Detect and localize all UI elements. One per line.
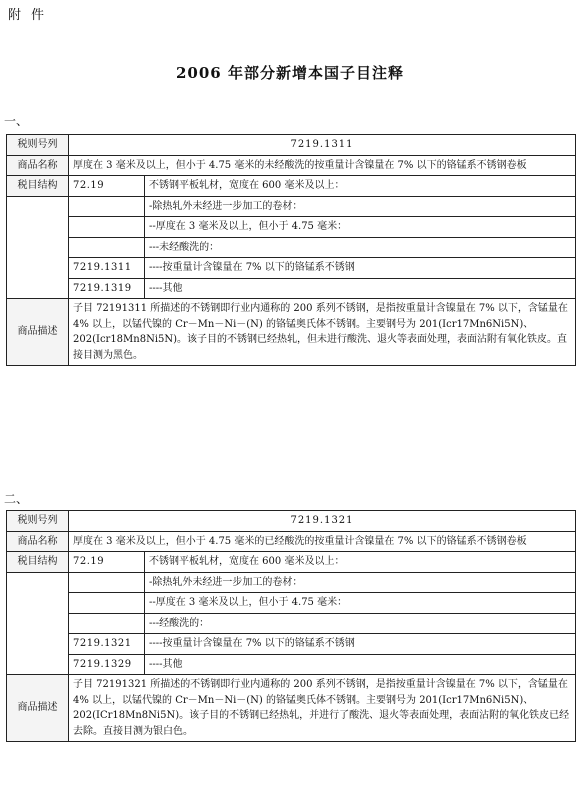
attachment-label: 附件 <box>8 8 55 23</box>
structure-code: 72.19 <box>69 176 145 197</box>
structure-row <box>7 654 576 675</box>
structure-code <box>69 572 145 593</box>
annotation-table <box>6 134 576 366</box>
structure-row <box>7 217 576 238</box>
structure-text: ---未经酸洗的： <box>145 237 576 258</box>
description-row <box>7 299 576 366</box>
structure-code: 7219.1311 <box>69 258 145 279</box>
structure-row <box>7 196 576 217</box>
goods-name-label: 商品名称 <box>7 531 69 552</box>
structure-label: 税目结构 <box>7 552 69 573</box>
structure-row <box>7 634 576 655</box>
tariff-row <box>7 511 576 532</box>
description-row <box>7 675 576 742</box>
structure-row <box>7 258 576 279</box>
structure-code: 7219.1319 <box>69 278 145 299</box>
structure-code <box>69 613 145 634</box>
goods-name-text: 厚度在 3 毫米及以上，但小于 4.75 毫米的已经酸洗的按重量计含镍量在 7% 以下的铬锰系不锈钢卷板 <box>69 531 576 552</box>
structure-text: -除热轧外未经进一步加工的卷材： <box>145 572 576 593</box>
structure-text: ----其他 <box>145 654 576 675</box>
structure-code: 7219.1321 <box>69 634 145 655</box>
goods-name-row <box>7 531 576 552</box>
goods-name-label: 商品名称 <box>7 155 69 176</box>
structure-text: ----按重量计含镍量在 7% 以下的铬锰系不锈钢 <box>145 258 576 279</box>
description-text: 子目 72191311 所描述的不锈钢即行业内通称的 200 系列不锈钢，是指按重量计含镍量在 7% 以下，含锰量在 4% 以上，以锰代镍的 Cr－Mn－Ni－(N) 的铬锰奥氏体不锈钢。主要钢号为 201(Icr17Mn6Ni5N)、202(Icr18Mn8Ni5N)。该子目的不锈钢已经热轧，但未进行酸洗、退火等表面处理，表面沾附有氧化铁皮。直接目测为黑色。 <box>69 299 576 366</box>
structure-row <box>7 278 576 299</box>
description-text: 子目 72191321 所描述的不锈钢即行业内通称的 200 系列不锈钢，是指按重量计含镍量在 7% 以下，含锰量在 4% 以上，以锰代镍的 Cr－Mn－Ni－(N) 的铬锰奥氏体不锈钢。主要钢号为 201(Icr17Mn6Ni5N)、202(ICr18Mn8Ni5N)。该子目的不锈钢已经热轧，并进行了酸洗、退火等表面处理，表面沾附的氧化铁皮已经去除。直接目测为银白色。 <box>69 675 576 742</box>
structure-code: 7219.1329 <box>69 654 145 675</box>
tariff-number: 7219.1321 <box>69 511 576 532</box>
goods-name-row <box>7 155 576 176</box>
description-label: 商品描述 <box>7 675 69 742</box>
structure-code <box>69 593 145 614</box>
section-number: 二、 <box>4 492 29 506</box>
structure-code: 72.19 <box>69 552 145 573</box>
section-number: 一、 <box>4 114 29 128</box>
document-title: 2006 年部分新增本国子目注释 <box>176 64 404 82</box>
annotation-table <box>6 510 576 742</box>
structure-text: ---经酸洗的： <box>145 613 576 634</box>
structure-text: 不锈钢平板轧材，宽度在 600 毫米及以上： <box>145 552 576 573</box>
structure-row <box>7 552 576 573</box>
structure-label: 税目结构 <box>7 176 69 197</box>
structure-text: ----其他 <box>145 278 576 299</box>
structure-text: --厚度在 3 毫米及以上，但小于 4.75 毫米： <box>145 593 576 614</box>
tariff-row <box>7 135 576 156</box>
structure-row <box>7 593 576 614</box>
structure-row <box>7 176 576 197</box>
structure-row <box>7 237 576 258</box>
structure-code <box>69 196 145 217</box>
structure-row <box>7 572 576 593</box>
structure-code <box>69 237 145 258</box>
tariff-label: 税则号列 <box>7 135 69 156</box>
structure-text: 不锈钢平板轧材，宽度在 600 毫米及以上： <box>145 176 576 197</box>
structure-row <box>7 613 576 634</box>
description-label: 商品描述 <box>7 299 69 366</box>
structure-text: ----按重量计含镍量在 7% 以下的铬锰系不锈钢 <box>145 634 576 655</box>
tariff-number: 7219.1311 <box>69 135 576 156</box>
tariff-label: 税则号列 <box>7 511 69 532</box>
structure-spacer <box>7 196 69 299</box>
structure-text: --厚度在 3 毫米及以上，但小于 4.75 毫米： <box>145 217 576 238</box>
structure-text: -除热轧外未经进一步加工的卷材： <box>145 196 576 217</box>
goods-name-text: 厚度在 3 毫米及以上，但小于 4.75 毫米的未经酸洗的按重量计含镍量在 7% 以下的铬锰系不锈钢卷板 <box>69 155 576 176</box>
structure-code <box>69 217 145 238</box>
structure-spacer <box>7 572 69 675</box>
